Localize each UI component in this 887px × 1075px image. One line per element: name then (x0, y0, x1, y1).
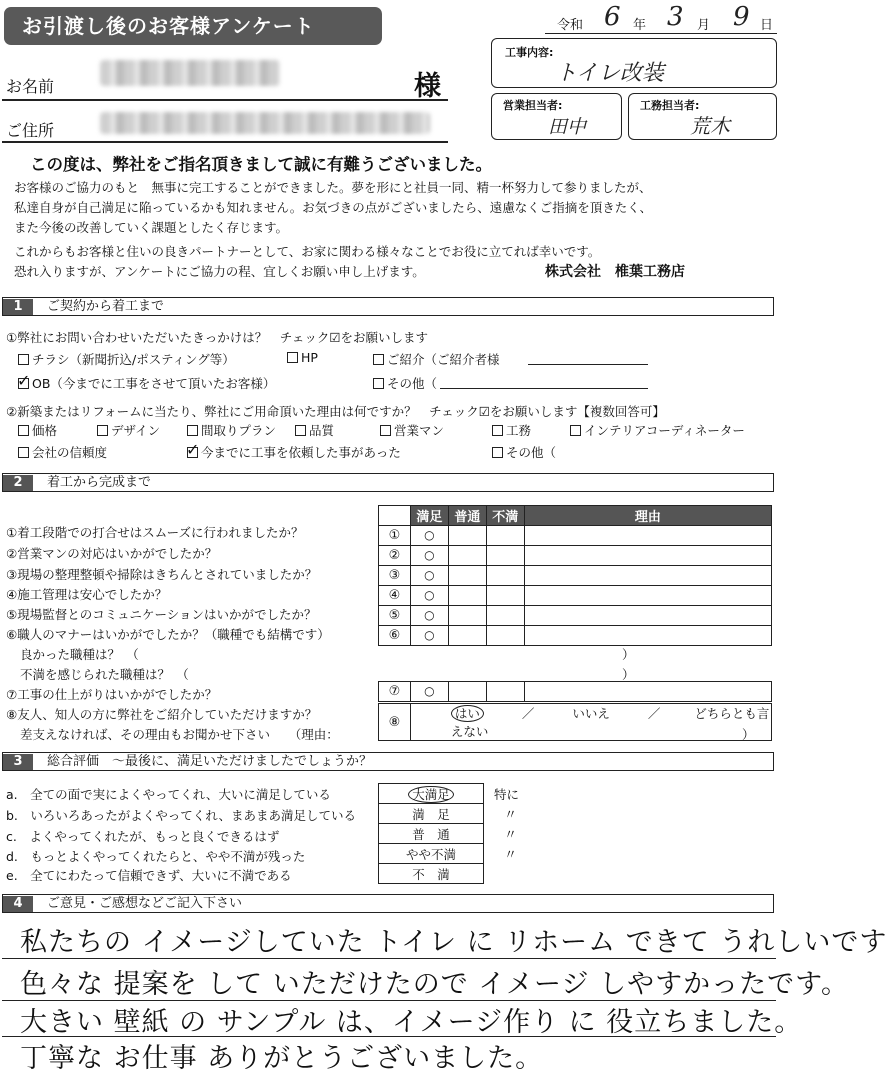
recommend-slash-2: ／ (647, 706, 661, 721)
section3-title: 総合評価 ～最後に、満足いただけましたでしょうか？ (47, 754, 373, 769)
section3-number: 3 (3, 754, 33, 770)
s3-suffix: 特に (494, 786, 520, 802)
grid-cell-reason[interactable] (524, 566, 771, 586)
name-label: お名前 (6, 77, 55, 96)
date-month-unit: 月 (697, 18, 711, 33)
s1q1-referral[interactable] (373, 350, 500, 368)
s2-bad-trade: 不満を感じられた職種は？ （ (20, 667, 189, 682)
address-label: ご住所 (6, 121, 55, 140)
grid-cell-reason[interactable] (524, 606, 771, 626)
s3-rating-cell[interactable] (379, 784, 484, 804)
s2-recommend-row (378, 703, 772, 741)
section3-header (2, 752, 774, 771)
s1q1-other[interactable] (373, 374, 437, 392)
s1q2-trust[interactable] (18, 443, 107, 461)
work-content-value: トイレ改装 (555, 61, 664, 86)
s2-question-8: ⑧友人、知人の方に弊社をご紹介していただけますか？ (6, 707, 318, 722)
s3-suffix: 〃 (504, 828, 518, 843)
greeting-line-1: お客様のご協力のもと 無事に完工することができました。夢を形にと社員一同、精一杯努力して参りましたが、 (14, 180, 652, 195)
grid-cell-unsatisfied[interactable] (486, 566, 524, 586)
comment-line-4: 丁寧な お仕事 ありがとうございました。 (20, 1043, 544, 1074)
s1q2-quality-checkbox[interactable] (295, 425, 306, 436)
s1q1-ob[interactable] (18, 374, 275, 392)
grid-row-label: ⑦ (379, 682, 411, 702)
date-day-unit: 日 (760, 18, 774, 33)
grid-answer-mark: ○ (424, 608, 435, 622)
greeting-line-2: 私達自身が自己満足に陥っているかも知れません。お気づきの点がございましたら、遠慮なくご指摘を頂きたく、 (14, 200, 653, 215)
grid-answer-mark: ○ (424, 528, 435, 542)
s2-question-5: ⑤現場監督とのコミュニケーションはいかがでしたか？ (6, 607, 317, 622)
greeting-line-3: また今後の改善していく課題としたく存じます。 (14, 220, 289, 235)
s2-rating-grid (378, 505, 772, 646)
grid-answer-mark: ○ (424, 684, 435, 698)
s1q1-flyer-label: チラシ（新聞折込/ポスティング等） (32, 352, 235, 367)
s1q2-sales-checkbox[interactable] (380, 425, 391, 436)
s2-rating-grid-row7 (378, 681, 772, 702)
s2-reason-close: ） (742, 727, 755, 742)
s2-good-trade: 良かった職種は？ （ (20, 647, 139, 662)
section2-number: 2 (3, 475, 33, 491)
s1q2-other-checkbox[interactable] (492, 447, 503, 458)
s1q2-previous-label: 今までに工事を依頼した事があった (201, 445, 401, 460)
grid-cell-normal[interactable] (448, 606, 486, 626)
grid-cell-normal[interactable] (448, 626, 486, 646)
section4-number: 4 (3, 896, 33, 912)
s3-item-e: e. 全てにわたって信頼できず、大いに不満である (6, 868, 292, 883)
grid-cell-reason[interactable] (524, 682, 771, 702)
customer-name-redacted (100, 60, 280, 86)
s3-item-a: a. 全ての面で実によくやってくれ、大いに満足している (6, 787, 331, 802)
s1q2-floorplan-checkbox[interactable] (187, 425, 198, 436)
s2-question-2: ②営業マンの対応はいかがでしたか？ (6, 546, 218, 561)
survey-title: お引渡し後のお客様アンケート (4, 7, 382, 45)
honorific: 様 (414, 71, 441, 102)
grid-header-satisfied: 満足 (410, 506, 448, 526)
s1q1-ob-checkbox[interactable] (18, 378, 29, 389)
s1q2-works[interactable] (492, 421, 531, 439)
comment-line-3: 大きい 壁紙 の サンプル は、イメージ作り に 役立ちました。 (20, 1007, 803, 1038)
s3-rating-cell[interactable]: 満 足 (379, 804, 484, 824)
s3-suffix: 〃 (504, 808, 518, 823)
grid-row-label: ③ (379, 566, 411, 586)
grid-cell-unsatisfied[interactable] (486, 586, 524, 606)
grid-cell-satisfied[interactable] (410, 546, 448, 566)
s1q1-referral-label: ご紹介（ご紹介者様 (387, 352, 500, 367)
date-year: 6 (604, 2, 621, 32)
s1q2-sales-label: 営業マン (394, 423, 445, 438)
grid-cell-satisfied[interactable] (410, 626, 448, 646)
s2-bad-trade-close: ） (622, 667, 635, 682)
grid-cell-reason[interactable] (524, 626, 771, 646)
grid-cell-normal[interactable] (448, 526, 486, 546)
section1-header (2, 297, 774, 316)
construction-rep-label: 工務担当者: (640, 99, 700, 112)
grid-header-unsatisfied: 不満 (486, 506, 524, 526)
s1q2-trust-label: 会社の信頼度 (32, 445, 108, 460)
date-era: 令和 (557, 18, 584, 33)
grid-cell-satisfied[interactable] (410, 586, 448, 606)
grid-cell-normal[interactable] (448, 586, 486, 606)
s1q2-design[interactable] (97, 421, 160, 439)
recommend-yes[interactable]: はい (451, 705, 484, 722)
section2-title: 着工から完成まで (47, 475, 152, 490)
grid-cell-unsatisfied[interactable] (486, 526, 524, 546)
grid-row-label: ① (379, 526, 411, 546)
grid-row-label: ⑤ (379, 606, 411, 626)
recommend-no[interactable]: いいえ (572, 706, 610, 721)
section4-title: ご意見・ご感想などご記入下さい (47, 896, 243, 911)
s2-good-trade-close: ） (622, 647, 635, 662)
s1q2-floorplan[interactable] (187, 421, 276, 439)
s1q1-other-checkbox[interactable] (373, 378, 384, 389)
customer-address-redacted (100, 112, 430, 134)
date-month: 3 (667, 2, 684, 32)
s3-item-b: b. いろいろあったがよくやってくれ、まあまあ満足している (6, 808, 357, 823)
grid-answer-mark: ○ (424, 568, 435, 582)
grid-answer-mark: ○ (424, 588, 435, 602)
grid-row-label: ⑥ (379, 626, 411, 646)
s3-rating-table (378, 783, 772, 884)
s2-question-3: ③現場の整理整頓や掃除はきちんとされていましたか？ (6, 567, 318, 582)
grid-answer-mark: ○ (424, 628, 435, 642)
grid-cell-unsatisfied[interactable] (486, 682, 524, 702)
s1q2-price-checkbox[interactable] (18, 425, 29, 436)
work-content-label: 工事内容: (505, 46, 554, 59)
s3-item-d: d. もっとよくやってくれたらと、やや不満が残った (6, 849, 306, 864)
address-underline (2, 141, 448, 143)
section1-title: ご契約から着工まで (47, 299, 165, 314)
s2-question-1: ①着工段階での打合せはスムーズに行われましたか？ (6, 525, 304, 540)
s2-question-4: ④施工管理は安心でしたか？ (6, 587, 168, 602)
s1q1-referral-checkbox[interactable] (373, 354, 384, 365)
grid-row-label: ④ (379, 586, 411, 606)
s1q2-price[interactable] (18, 421, 57, 439)
grid-cell-unsatisfied[interactable] (486, 626, 524, 646)
s1q1-flyer-checkbox[interactable] (18, 354, 29, 365)
s1-question-2: ②新築またはリフォームに当たり、弊社にご用命頂いた理由は何ですか？ チェック☑をお願いします【複数回答可】 (6, 404, 665, 419)
s1q2-previous[interactable] (187, 443, 401, 461)
name-underline (2, 99, 448, 101)
s1q1-referral-line (528, 364, 648, 365)
s1q1-other-label: その他（ (387, 376, 438, 391)
s1q2-other[interactable] (492, 443, 556, 461)
s1q2-floorplan-label: 間取りプラン (201, 423, 277, 438)
comment-rule-1 (2, 958, 776, 959)
grid-row-label: ⑧ (379, 704, 411, 741)
s1q2-design-label: デザイン (111, 423, 161, 438)
date-underline (545, 33, 777, 34)
s2-question-6: ⑥職人のマナーはいかがでしたか？（職種でも結構です） (6, 627, 330, 642)
s1-question-1: ①弊社にお問い合わせいただいたきっかけは？ チェック☑をお願いします (6, 330, 429, 345)
s1q2-works-label: 工務 (506, 423, 532, 438)
s3-rating-cell[interactable]: 不 満 (379, 864, 484, 884)
s3-suffix: 〃 (504, 848, 518, 863)
date-day: 9 (733, 2, 750, 32)
grid-cell-reason[interactable] (524, 586, 771, 606)
recommend-slash-1: ／ (521, 706, 535, 721)
grid-cell-normal[interactable] (448, 566, 486, 586)
s1q2-price-label: 価格 (32, 423, 58, 438)
sales-rep-value: 田中 (548, 116, 587, 138)
grid-cell-satisfied[interactable] (410, 526, 448, 546)
grid-cell-unsatisfied[interactable] (486, 546, 524, 566)
grid-header-normal: 普通 (448, 506, 486, 526)
grid-answer-mark: ○ (424, 548, 435, 562)
recommend-options (410, 704, 771, 741)
s1q2-design-checkbox[interactable] (97, 425, 108, 436)
sales-rep-label: 営業担当者: (503, 99, 563, 112)
s2-reason-prompt: 差支えなければ、その理由もお聞かせ下さい （理由： (20, 727, 339, 742)
s3-rating-selected: 大満足 (408, 786, 454, 803)
comment-line-2: 色々な 提案を して いただけたので イメージ しやすかったです。 (20, 969, 849, 1000)
s1q2-interior-checkbox[interactable] (570, 425, 581, 436)
s1q2-quality[interactable] (295, 421, 334, 439)
s1q2-sales[interactable] (380, 421, 444, 439)
section2-header (2, 473, 774, 492)
greeting-headline: この度は、弊社をご指名頂きまして誠に有難うございました。 (30, 155, 492, 174)
greeting-line-4: これからもお客様と住いの良きパートナーとして、お家に関わる様々なことでお役に立てれば幸いです。 (14, 244, 601, 259)
recommend-neutral[interactable]: どちらとも言えない (450, 706, 770, 739)
s1q2-quality-label: 品質 (309, 423, 335, 438)
grid-cell-reason[interactable] (524, 546, 771, 566)
s2-question-7: ⑦工事の仕上がりはいかがでしたか？ (6, 687, 218, 702)
s3-rating-cell[interactable]: 普 通 (379, 824, 484, 844)
s3-rating-cell[interactable]: やや不満 (379, 844, 484, 864)
s1q1-hp[interactable] (287, 350, 318, 365)
company-name: 株式会社 椎葉工務店 (545, 264, 685, 280)
s1q2-other-label: その他（ (506, 445, 557, 460)
grid-cell-satisfied[interactable] (410, 682, 448, 702)
s1q2-interior-label: インテリアコーディネーター (584, 423, 745, 438)
grid-cell-reason[interactable] (524, 526, 771, 546)
comment-line-1: 私たちの イメージしていた トイレ に リホーム できて うれしいです (20, 927, 887, 958)
section1-number: 1 (3, 299, 33, 315)
grid-corner (379, 506, 411, 526)
section4-header (2, 894, 774, 913)
greeting-line-5: 恐れ入りますが、アンケートにご協力の程、宜しくお願い申し上げます。 (14, 264, 425, 279)
s1q1-ob-label: OB（今までに工事をさせて頂いたお客様） (32, 376, 276, 391)
grid-cell-normal[interactable] (448, 546, 486, 566)
s1q1-hp-label: HP (301, 350, 318, 365)
grid-cell-satisfied[interactable] (410, 566, 448, 586)
s1q1-hp-checkbox[interactable] (287, 352, 298, 363)
s1q1-other-line (440, 388, 648, 389)
s1q1-flyer[interactable] (18, 350, 235, 368)
s1q2-works-checkbox[interactable] (492, 425, 503, 436)
grid-cell-satisfied[interactable] (410, 606, 448, 626)
s3-item-c: c. よくやってくれたが、もっと良くできるはず (6, 829, 280, 844)
grid-cell-unsatisfied[interactable] (486, 606, 524, 626)
s1q2-trust-checkbox[interactable] (18, 447, 29, 458)
grid-row-label: ② (379, 546, 411, 566)
s1q2-previous-checkbox[interactable] (187, 447, 198, 458)
construction-rep-value: 荒木 (690, 114, 730, 138)
date-year-unit: 年 (633, 18, 647, 33)
s3-suffix (484, 864, 772, 884)
grid-header-reason: 理由 (524, 506, 771, 526)
grid-cell-normal[interactable] (448, 682, 486, 702)
s1q2-interior[interactable] (570, 421, 745, 439)
